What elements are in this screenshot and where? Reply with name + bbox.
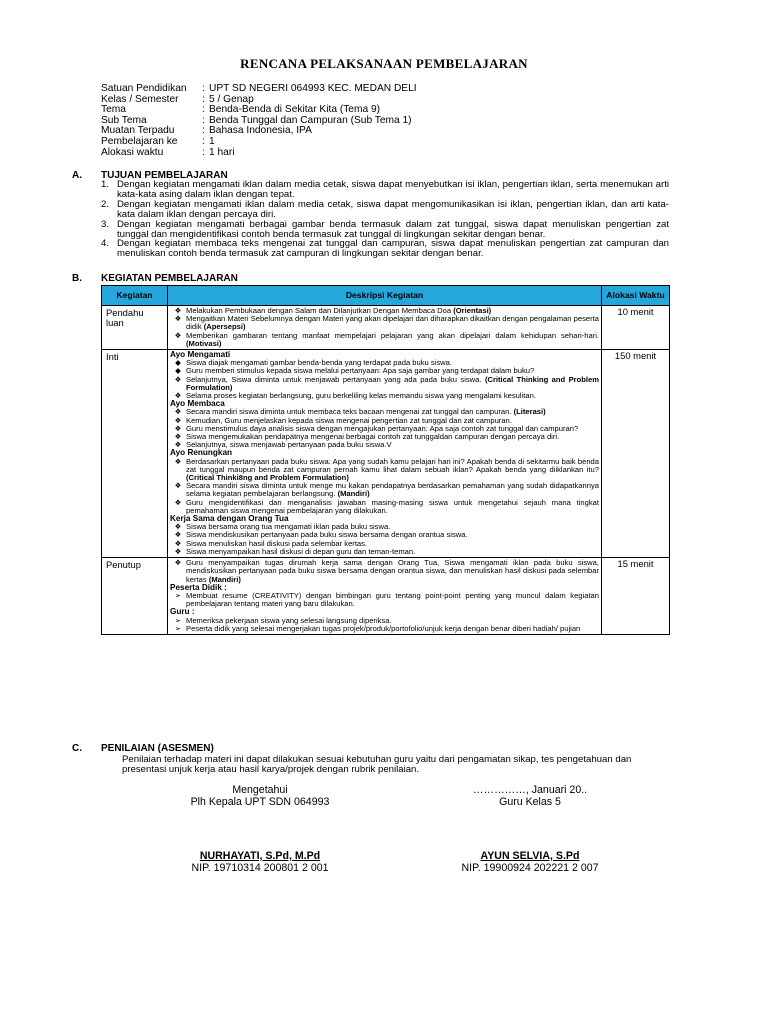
goal-number: 1.	[101, 179, 110, 190]
label-penutup: Penutup	[102, 558, 168, 635]
bullet-icon: ❖	[174, 481, 182, 491]
activity-emphasis: (Mandiri)	[337, 489, 370, 499]
bullet-icon: ❖	[174, 314, 182, 324]
section-c-heading	[72, 743, 214, 754]
activity-item	[170, 332, 599, 348]
activity-text	[186, 315, 599, 331]
activity-text-main: Guru menyampaikan tugas dirumah kerja sama dengan Orang Tua, Siswa mengamati iklan pada buku siswa, mendiskusikan pertanyaan pada buku siswa bersama dengan orantua siswa, dan menuliskan hasil diskusi pada selembar kertas	[186, 558, 599, 584]
group-heading: Ayo Renungkan	[170, 448, 233, 458]
activity-text-main: Secara mandiri siswa diminta untuk membaca teks bacaan mengenai zat tunggal dan campuran.	[186, 407, 512, 417]
label-inti: Inti	[102, 350, 168, 558]
row-inti	[102, 350, 670, 558]
activity-item	[170, 441, 599, 449]
bullet-icon: ❖	[174, 530, 182, 540]
goal-number: 3.	[101, 218, 110, 230]
sig-right-name: AYUN SELVIA, S.Pd	[480, 850, 580, 862]
activity-text	[186, 592, 599, 608]
bullet-icon: ❖	[174, 440, 182, 450]
section-b-number: B.	[72, 273, 82, 284]
document-title: RENCANA PELAKSANAAN PEMBELAJARAN	[240, 56, 528, 71]
group-heading: Ayo Membaca	[170, 399, 225, 409]
time-inti	[602, 350, 670, 558]
activity-emphasis: (Apersepsi)	[203, 322, 246, 332]
activity-text-main: Mengaitkan Materi Sebelumnya dengan Materi yang akan dipelajari dan diharapkan dikaitkan dengan pengalaman peserta didik	[186, 314, 599, 332]
activity-text-main: Guru menstimulus daya analisis siswa dengan mengajukan pertanyaan: Apa saja contoh zat tunggal dan campuran?	[186, 423, 579, 433]
activity-text-main: Memeriksa pekerjaan siswa yang selesai langsung diperiksa.	[186, 615, 392, 625]
goal-number: 2.	[101, 198, 110, 210]
info-colon: :	[202, 83, 205, 94]
activity-item	[170, 482, 599, 498]
activity-emphasis: (Motivasi)	[186, 338, 222, 348]
activity-text	[186, 625, 599, 633]
time-pendahuluan: 10 menit	[602, 306, 670, 350]
bullet-icon: ❖	[174, 546, 182, 556]
goal-item	[101, 220, 669, 240]
info-row	[101, 84, 417, 95]
section-a-title: TUJUAN PEMBELAJARAN	[101, 170, 228, 181]
goal-item	[101, 239, 669, 259]
bullet-icon: ❖	[174, 522, 182, 532]
time-inti-text: 150 menit	[614, 350, 657, 362]
activity-text-main: Siswa diajak mengamati gambar benda-benda yang terdapat pada buku siswa.	[186, 358, 452, 368]
bullet-icon: ❖	[174, 456, 182, 466]
label-pendahuluan: Pendahu luan	[102, 306, 168, 350]
header-deskripsi: Deskripsi Kegiatan	[168, 286, 602, 306]
sig-left-name: NURHAYATI, S.Pd, M.Pd	[199, 850, 321, 862]
desc-inti	[168, 350, 602, 558]
goal-item	[101, 180, 669, 200]
activity-item	[170, 548, 599, 556]
row-penutup	[102, 558, 670, 635]
bullet-icon: ❖	[174, 538, 182, 548]
activity-text	[186, 376, 599, 392]
sig-right-line2: Guru Kelas 5	[499, 796, 561, 808]
info-label: Muatan Terpadu	[101, 125, 175, 137]
activity-text-main: Selanjutnya, siswa menjawab pertanyaan pada buku siswa.V	[186, 440, 392, 450]
activity-text-main: Secara mandiri siswa diminta untuk menge mu kakan pendapatnya berdasarkan pemahaman yang sudah didapatkannya selama kegiatan pembelajaran berlangsung.	[186, 481, 599, 499]
desc-pendahuluan	[168, 306, 602, 350]
section-a-number: A.	[72, 170, 82, 181]
bullet-icon: ➢	[174, 623, 182, 633]
bullet-icon: ❖	[174, 407, 182, 417]
row-pendahuluan	[102, 306, 670, 350]
info-label: Satuan Pendidikan	[101, 83, 187, 94]
table-header-row	[102, 286, 670, 306]
activity-text-main: Siswa mengemukakan pendapatnya mengenai berbagai contoh zat tunggaldan campuran dengan percaya diri.	[186, 432, 560, 442]
activity-text-main: Guru mengidentifikasi dan menganalisis jawaban masing-masing siswa untuk mengetahui sejauh mana tingkat pemahaman siswa mengenai pembelajaran yang dilakukan.	[186, 497, 599, 515]
section-c-title: PENILAIAN (ASESMEN)	[101, 743, 214, 754]
goal-text: Dengan kegiatan membaca teks mengenai zat tunggal dan campuran, siswa dapat menuliskan pengertian zat campuran dan menuliskan contoh benda termasuk zat campuran di lingkungan sekitar dengan benar.	[117, 238, 669, 260]
activity-item	[170, 499, 599, 515]
signature-right	[420, 784, 640, 874]
info-label: Pembelajaran ke	[101, 135, 178, 147]
info-colon: :	[202, 146, 205, 158]
activities-table	[101, 285, 670, 635]
group-heading: Kerja Sama dengan Orang Tua	[170, 514, 289, 524]
sig-left-nip: NIP. 19710314 200801 2 001	[191, 862, 329, 874]
activity-text-main: Melakukan Pembukaan dengan Salam dan Dilanjutkan Dengan Membaca Doa	[186, 306, 452, 315]
goal-number: 4.	[101, 238, 110, 250]
info-value: UPT SD NEGERI 064993 KEC. MEDAN DELI	[209, 83, 417, 94]
activity-text-main: Memberikan gambaran tentang manfaat mempelajari pelajaran yang akan dipelajari dalam kehidupan sehari-hari.	[186, 330, 599, 340]
bullet-icon: ❖	[174, 423, 182, 433]
section-c-number: C.	[72, 743, 82, 754]
activity-item	[170, 625, 599, 633]
bullet-icon: ❖	[174, 374, 182, 384]
info-value: Benda-Benda di Sekitar Kita (Tema 9)	[209, 104, 381, 116]
activity-text-main: Siswa menuliskan hasil diskusi pada selembar kertas.	[186, 538, 368, 548]
bullet-icon: ◆	[175, 366, 181, 376]
info-label: Sub Tema	[101, 114, 147, 126]
activity-text-main: Siswa bersama orang tua mengamati iklan pada buku siswa.	[186, 522, 391, 532]
activity-text	[186, 458, 599, 483]
sig-right-nip: NIP. 19900924 202221 2 007	[461, 862, 599, 874]
info-value: Benda Tunggal dan Campuran (Sub Tema 1)	[209, 114, 412, 126]
activity-emphasis: (Literasi)	[513, 407, 546, 417]
info-value: Bahasa Indonesia, IPA	[209, 125, 312, 137]
activity-emphasis: (Orientasi)	[453, 306, 492, 315]
time-penutup: 15 menit	[602, 558, 670, 635]
header-kegiatan: Kegiatan	[102, 286, 168, 306]
sig-right-line1: ……………, Januari 20..	[472, 784, 588, 796]
section-b-heading	[72, 273, 238, 284]
bullet-icon: ❖	[174, 330, 182, 340]
info-label: Alokasi waktu	[101, 146, 164, 158]
learning-goals-list	[101, 180, 669, 259]
activity-text	[186, 559, 599, 584]
activity-text-main: Selama proses kegiatan berlangsung, guru berkeliling kelas memandu siswa yang mengalami kesulitan.	[186, 391, 536, 401]
activity-text	[186, 441, 599, 449]
info-colon: :	[202, 93, 205, 105]
goal-item	[101, 200, 669, 220]
header-alokasi: Alokasi Waktu	[602, 286, 670, 306]
group-heading: Ayo Mengamati	[170, 350, 231, 360]
activity-text-main: Peserta didik yang selesai mengerjakan tugas projek/produk/portofolio/unjuk kerja dengan benar diberi hadiah/ pujian	[186, 623, 581, 633]
activity-text-main: Berdasarkan pertanyaan pada buku siswa: Apa yang sudah kamu pelajari hari ini? Apakah benda di sekitarmu baik benda zat tunggal maupun benda zat campuran pernah kamu lihat dalam sebuah iklan? Apakah benda yang diiklankan itu?	[186, 456, 599, 474]
activity-item	[170, 592, 599, 608]
desc-penutup	[168, 558, 602, 635]
sig-left-line2: Plh Kepala UPT SDN 064993	[190, 796, 330, 808]
bullet-icon: ❖	[174, 497, 182, 507]
activity-emphasis: (Critical Thinking and Problem Formulation)	[186, 374, 599, 392]
info-value: 5 / Genap	[209, 93, 254, 105]
info-label: Tema	[101, 104, 126, 116]
sig-left-line1: Mengetahui	[232, 784, 288, 796]
group-heading: Guru :	[170, 607, 195, 617]
activity-text-main: Siswa menyampaikan hasil diskusi di depan guru dan teman-teman.	[186, 546, 416, 556]
activity-text-main: Siswa mendiskusikan pertanyaan pada buku siswa bersama dengan orantua siswa.	[186, 530, 468, 540]
group-heading: Peserta Didik :	[170, 582, 227, 592]
info-colon: :	[202, 104, 205, 116]
bullet-icon: ➢	[174, 615, 182, 625]
info-colon: :	[202, 114, 205, 126]
activity-emphasis: (Mandiri)	[208, 574, 241, 584]
goal-text: Dengan kegiatan mengamati berbagai gambar benda termasuk dalam zat tunggal, siswa dapat menuliskan pengertian zat tunggal dan mengidentifikasi contoh benda termasuk zat tunggal di lingkungan sekitar dengan benar.	[117, 218, 669, 240]
activity-text	[186, 392, 599, 400]
activity-item	[170, 376, 599, 392]
activity-text	[186, 482, 599, 498]
activity-text	[186, 332, 599, 348]
activity-item	[170, 315, 599, 331]
info-colon: :	[202, 125, 205, 137]
bullet-icon: ❖	[174, 415, 182, 425]
activity-text	[186, 548, 599, 556]
bullet-icon: ❖	[174, 306, 182, 315]
goal-text: Dengan kegiatan mengamati iklan dalam media cetak, siswa dapat menyebutkan isi iklan, pengertian iklan, serta menemukan arti kata-kata asing dalam iklan dengan tepat.	[117, 179, 669, 200]
activity-text-main: Guru memberi stimulus kepada siswa melalui pertanyaan: Apa saja gambar yang terdapat dalam buku?	[186, 366, 535, 376]
info-colon: :	[202, 135, 205, 147]
bullet-icon: ❖	[174, 391, 182, 401]
activity-item	[170, 458, 599, 483]
bullet-icon: ❖	[174, 432, 182, 442]
info-row	[101, 148, 417, 159]
identity-block	[101, 84, 417, 158]
info-value: 1 hari	[209, 146, 235, 158]
activity-item	[170, 559, 599, 584]
section-b-title: KEGIATAN PEMBELAJARAN	[101, 273, 238, 284]
goal-text: Dengan kegiatan mengamati iklan dalam media cetak, siswa dapat mengomunikasikan isi iklan, pengertian iklan, dan arti kata-kata dalam iklan dengan percaya diri.	[117, 198, 669, 220]
activity-emphasis: (Critical Thinki8ng and Problem Formulation)	[186, 473, 349, 483]
info-row	[101, 137, 417, 148]
bullet-icon: ➢	[174, 590, 182, 600]
activity-item	[170, 392, 599, 400]
bullet-icon: ◆	[175, 358, 181, 368]
activity-text	[186, 499, 599, 515]
activity-text-main: Membuat resume (CREATIVITY) dengan bimbingan guru tentang point-point penting yang muncul dalam kegiatan pembelajaran tentang materi yang baru dilakukan.	[186, 590, 599, 609]
assessment-text: Penilaian terhadap materi ini dapat dilakukan sesuai kebutuhan guru yaitu dari pengamatan sikap, tes pengetahuan dan presentasi unjuk kerja atau hasil karya/projek dengan rubrik penilaian.	[122, 754, 632, 775]
info-value: 1	[209, 135, 215, 147]
info-label: Kelas / Semester	[101, 93, 179, 105]
signature-left	[150, 784, 370, 874]
bullet-icon: ❖	[174, 558, 182, 568]
activity-text-main: Selanjutnya, Siswa diminta untuk menjawab pertanyaan yang ada pada buku siswa.	[186, 374, 482, 384]
activity-text-main: Kemudian, Guru menjelaskan kepada siswa mengenai pengertian zat tunggal dan zat campuran.	[186, 415, 512, 425]
